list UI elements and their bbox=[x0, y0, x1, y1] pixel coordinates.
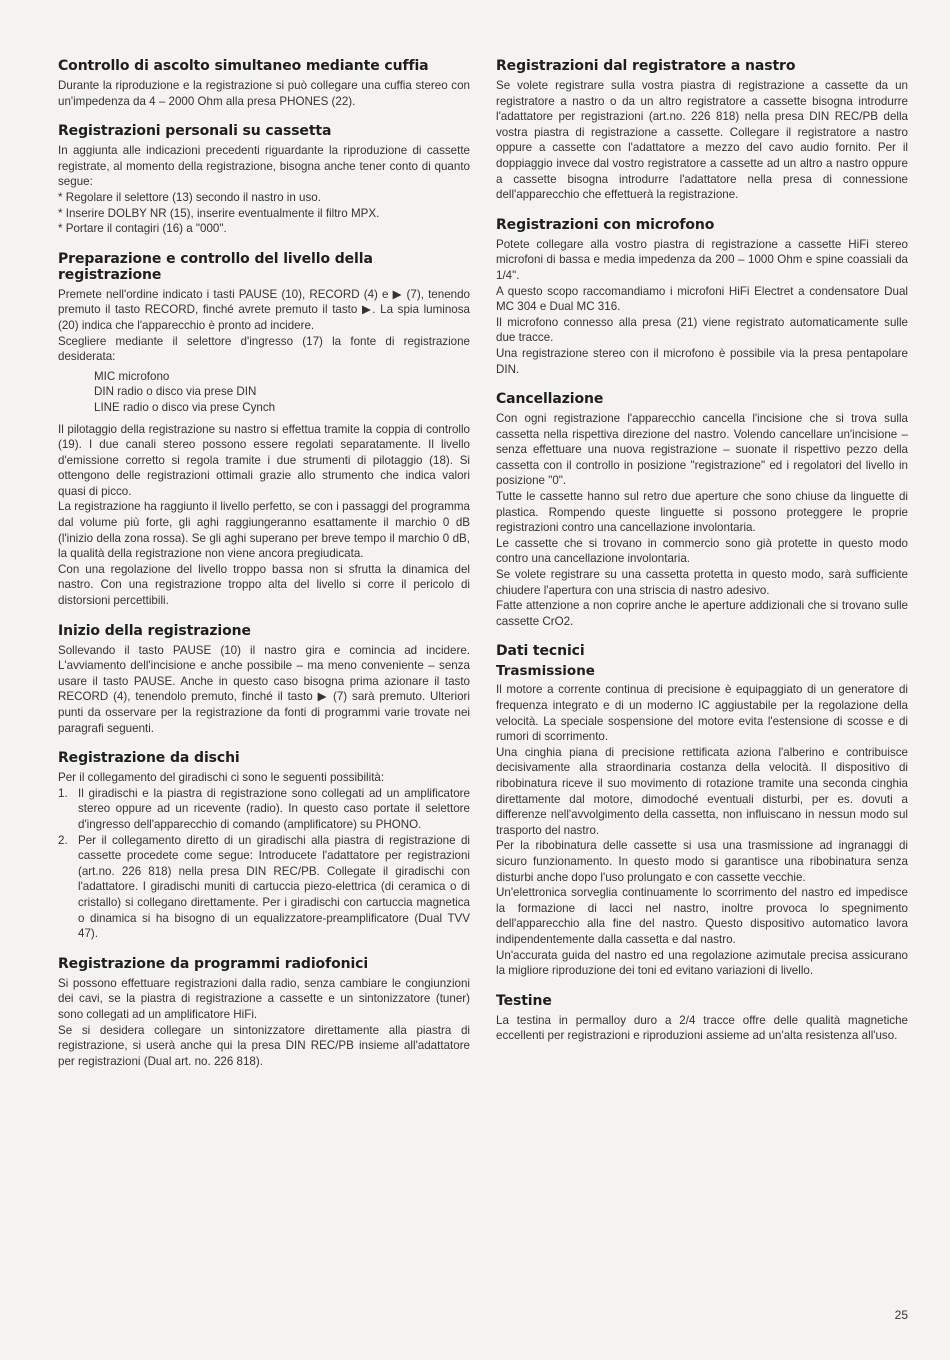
paragraph: Scegliere mediante il selettore d'ingresso (17) la fonte di registrazione desiderata: bbox=[58, 334, 470, 364]
paragraph: Una registrazione stereo con il microfono è possibile via la presa pentapolare DIN. bbox=[496, 346, 908, 376]
section-registratore-nastro bbox=[496, 58, 908, 203]
section-title: Registrazione da dischi bbox=[58, 750, 240, 767]
paragraph: Tutte le cassette hanno sul retro due aperture che sono chiuse da linguette di plastica. Rompendo queste linguette si possono proteggere le proprie registrazioni contro una cancellazione involontaria. bbox=[496, 490, 908, 535]
paragraph: Durante la riproduzione e la registrazione si può collegare una cuffia stereo con un'impedenza da 4 – 2000 Ohm alla presa PHONES (22). bbox=[58, 79, 470, 108]
section-programmi-radiofonici bbox=[58, 956, 470, 1070]
paragraph: Se volete registrare sulla vostra piastra di registrazione a cassette da un registratore a nastro o da un altro registratore a cassette bisogna introdurre l'adattatore per registrazioni (art.no. 226 818) nella presa DIN REC/PB della vostra piastra di registrazione a cassette. Collegare il registratore a nastro oppure a cassette con l'adattatore a mezzo del cavo audio fornito. Per il doppiaggio invece dal vostro registratore a cassette ad un altro a nastro oppure a cassette bisogna introdurre l'adattatore nella presa di connessione dell'apparecchio che effettuerà la registrazione. bbox=[496, 79, 908, 202]
section-title: Dati tecnici bbox=[496, 643, 585, 660]
paragraph: Il microfono connesso alla presa (21) viene registrato automaticamente sulle due tracce. bbox=[496, 315, 908, 345]
section-registrazioni-personali bbox=[58, 123, 470, 237]
section-preparazione-livello bbox=[58, 251, 470, 609]
list-item: DIN radio o disco via prese DIN bbox=[94, 385, 257, 399]
bullet-item: * Inserire DOLBY NR (15), inserire eventualmente il filtro MPX. bbox=[58, 206, 380, 220]
paragraph: Per il collegamento del giradischi ci sono le seguenti possibilità: bbox=[58, 771, 385, 785]
paragraph: Premete nell'ordine indicato i tasti PAUSE (10), RECORD (4) e ▶ (7), tenendo premuto il tasto RECORD, finché avrete premuto il tasto ▶. La spia luminosa (20) indica che l'apparecchio è pronto ad incidere. bbox=[58, 287, 470, 332]
paragraph: Se si desidera collegare un sintonizzatore direttamente alla piastra di registrazione, si userà anche qui la presa DIN REC/PB insieme all'adattatore per registrazioni (Dual art. no. 226 818). bbox=[58, 1023, 470, 1068]
paragraph: Con ogni registrazione l'apparecchio cancella l'incisione che si trova sulla cassetta nella rispettiva direzione del nastro. Volendo cancellare un'incisione – senza effettuare una nuova registrazione – suonate il rispettivo pezzo della cassetta con il controllo in posizione "registrazione" ed i regolatori del livello in posizione "0". bbox=[496, 412, 908, 488]
bullet-item: * Regolare il selettore (13) secondo il nastro in uso. bbox=[58, 190, 321, 204]
paragraph: A questo scopo raccomandiamo i microfoni HiFi Electret a condensatore Dual MC 304 e Dual MC 316. bbox=[496, 284, 908, 314]
paragraph: Se volete registrare su una cassetta protetta in questo modo, sarà sufficiente chiudere l'apertura con una striscia di nastro adesivo. bbox=[496, 568, 908, 597]
paragraph: Sollevando il tasto PAUSE (10) il nastro gira e comincia ad incidere. L'avviamento dell'incisione e anche possibile – ma meno conveniente – senza usare il tasto PAUSE. Anche in questo caso bisogna prima azionare il tasto RECORD (4), tenendolo premuto, finché il tasto ▶ (7) sarà premuto. Ulteriori punti da osservare per la registrazione da fonti di programmi varie trovate nei paragrafi seguenti. bbox=[58, 643, 470, 735]
section-registrazione-dischi bbox=[58, 750, 470, 942]
list-item: LINE radio o disco via prese Cynch bbox=[94, 400, 276, 414]
section-title: Testine bbox=[496, 992, 552, 1009]
paragraph: Un'elettronica sorveglia continuamente lo scorrimento del nastro ed impedisce la formazione di lacci nel nastro, inoltre provoca lo spegnimento dell'apparecchio alla fine del nastro. Questo dispositivo automatico lavora indipendentemente dalla cassetta e dal nastro. bbox=[496, 886, 908, 946]
left-column bbox=[58, 58, 470, 1083]
list-item: MIC microfono bbox=[94, 369, 170, 383]
section-title: Registrazioni con microfono bbox=[496, 216, 715, 233]
paragraph: Fatte attenzione a non coprire anche le aperture addizionali che si trovano sulle cassette CrO2. bbox=[496, 599, 908, 628]
item-number: 1. bbox=[58, 786, 68, 800]
paragraph: Un'accurata guida del nastro ed una regolazione azimutale precisa assicurano la migliore riproduzione dei toni ed evitano variazioni di livello. bbox=[496, 948, 908, 978]
section-ascolto-cuffia bbox=[58, 58, 470, 109]
section-title: Controllo di ascolto simultaneo mediante cuffia bbox=[58, 58, 429, 74]
input-source-list bbox=[58, 369, 470, 416]
section-title: Preparazione e controllo del livello della registrazione bbox=[58, 250, 373, 283]
section-inizio-registrazione bbox=[58, 623, 470, 737]
item-text: Per il collegamento diretto di un giradischi alla piastra di registrazione di cassette procedete come segue: Introducete l'adattatore per registrazioni (art.no. 226 818) nella presa DIN REC/PB. Collegate il giradischi con l'adattatore. I giradischi muniti di cartuccia piezo-elettrica (di ceramica o di cristallo) si collegano direttamente. Per i giradischi con cartuccia magnetica o dinamica si ha bisogno di un equalizzatore-preamplificatore (Dual TVV 47). bbox=[78, 833, 470, 941]
page-number: 25 bbox=[894, 1308, 908, 1322]
section-cancellazione bbox=[496, 391, 908, 629]
section-title: Cancellazione bbox=[496, 391, 604, 408]
section-title: Registrazioni dal registratore a nastro bbox=[496, 58, 796, 74]
paragraph: Il pilotaggio della registrazione su nastro si effettua tramite la coppia di controllo (19). I due canali stereo possono essere regolati separatamente. Il livello d'emissione corretto si regola tramite i due strumenti di pilotaggio (18). Si ottengono delle registrazioni ottimali grazie allo strumento che indica valori quasi di picco. bbox=[58, 422, 470, 498]
item-text: Il giradischi e la piastra di registrazione sono collegati ad un amplificatore stereo oppure ad un ricevente (radio). In questo caso portate il selettore d'ingresso dell'apparecchio di comando (amplificatore) su PHONO. bbox=[78, 786, 470, 831]
subsection-title: Trasmissione bbox=[496, 663, 595, 680]
paragraph: La testina in permalloy duro a 2/4 tracce offre delle qualità magnetiche eccellenti per registrazioni e riproduzioni assieme ad un'alta resistenza all'uso. bbox=[496, 1013, 908, 1043]
paragraph: Una cinghia piana di precisione rettificata aziona l'alberino e contribuisce decisivamente alla straordinaria costanza della velocità. Il dispositivo di ribobinatura riceve il suo movimento di rotazione tramite una seconda cinghia direttamente dal motore, dimodoché eventuali disturbi, per es. dovuti a differenze nell'avvolgimento della cassetta, non influiscano in nessun modo sul trasporto del nastro. bbox=[496, 745, 908, 837]
paragraph: Le cassette che si trovano in commercio sono già protette in questo modo contro una cancellazione involontaria. bbox=[496, 536, 908, 566]
paragraph: Con una regolazione del livello troppo bassa non si sfrutta la dinamica del nastro. Con una registrazione troppo alta del livello si corre il pericolo di distorsioni percettibili. bbox=[58, 562, 470, 608]
paragraph: Il motore a corrente continua di precisione è equipaggiato di un generatore di frequenza integrato e di un moderno IC aggiustabile per la regolazione della velocità. La speciale sospensione del motore evita l'estensione di scosse e di rumori di scorrimento. bbox=[496, 683, 908, 744]
item-number: 2. bbox=[58, 833, 68, 847]
section-title: Registrazioni personali su cassetta bbox=[58, 123, 332, 140]
paragraph: Potete collegare alla vostro piastra di registrazione a cassette HiFi stereo microfoni di bassa e media impedenza da 200 – 1000 Ohm e spine coassiali da 1/4". bbox=[496, 237, 908, 282]
paragraph: In aggiunta alle indicazioni precedenti riguardante la riproduzione di cassette registrate, al momento della registrazione, bisogna anche tener conto di quanto segue: bbox=[58, 144, 470, 189]
paragraph: Per la ribobinatura delle cassette si usa una trasmissione ad ingranaggi di sicuro funzionamento. In questo modo si garantisce una ribobinatura senza disturbi anche dopo l'uso prolungato e con cassette vecchie. bbox=[496, 839, 908, 884]
numbered-item bbox=[58, 786, 470, 833]
section-dati-tecnici bbox=[496, 643, 908, 978]
section-testine bbox=[496, 993, 908, 1044]
right-column bbox=[496, 58, 908, 1058]
section-title: Registrazione da programmi radiofonici bbox=[58, 955, 369, 972]
numbered-item bbox=[58, 833, 470, 942]
paragraph: Si possono effettuare registrazioni dalla radio, senza cambiare le congiunzioni dei cavi, se la piastra di registrazione a cassette e un sintonizzatore (tuner) sono collegati ad un amplificatore HiFi. bbox=[58, 976, 470, 1021]
section-microfono bbox=[496, 217, 908, 377]
section-title: Inizio della registrazione bbox=[58, 622, 251, 639]
bullet-item: * Portare il contagiri (16) a "000". bbox=[58, 222, 227, 236]
paragraph: La registrazione ha raggiunto il livello perfetto, se con i passaggi del programma dal volume più forte, gli aghi raggiungeranno esattamente il marchio 0 dB (l'inizio della zona rossa). Se gli aghi superano per breve tempo il marchio 0 dB, la qualità della registrazione non viene ancora pregiudicata. bbox=[58, 500, 470, 561]
